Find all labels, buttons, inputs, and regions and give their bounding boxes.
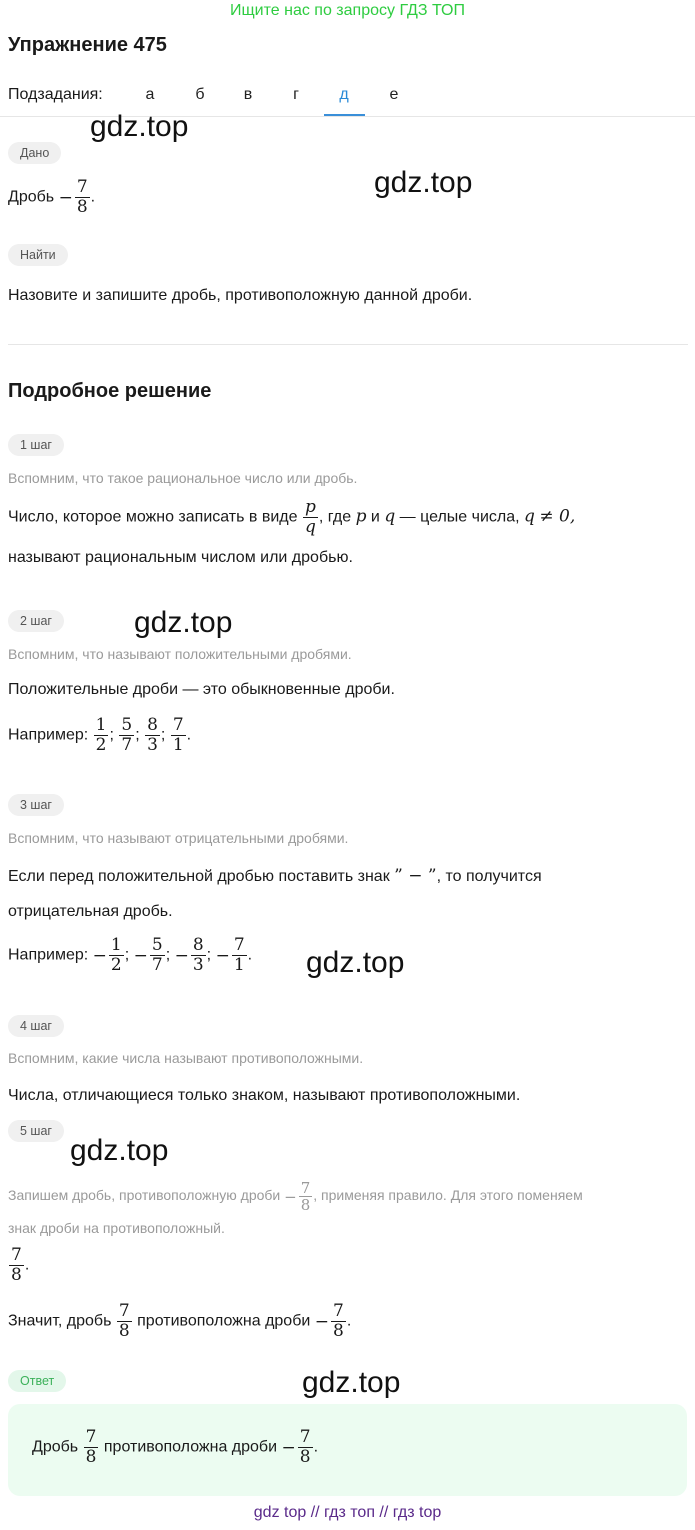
footer-links[interactable]: gdz top // гдз топ // гдз top — [253, 1504, 442, 1521]
top-banner: Ищите нас по запросу ГДЗ ТОП — [230, 2, 465, 19]
step3-badge: 3 шаг — [8, 794, 64, 816]
page-title: Упражнение 475 — [8, 34, 167, 56]
tab-d[interactable]: д — [339, 86, 349, 103]
step2-example: Например: $\frac{1}{2}$ ; $\frac{5}{7}$ ; $\frac{8}{3}$ ; $\frac{7}{1}$ . — [8, 715, 192, 755]
step2-hint: Вспомним, что называют положительными дробями. — [8, 646, 352, 662]
step5-conclusion: Значит, дробь $\frac{7}{8}$ противоположна дроби − $\frac{7}{8}$ . — [8, 1301, 352, 1341]
watermark: gdz.top — [306, 946, 405, 979]
subtasks-label: Подзадания: — [8, 86, 103, 103]
solution-title: Подробное решение — [8, 380, 212, 402]
step1-hint: Вспомним, что такое рациональное число или дробь. — [8, 470, 358, 486]
tab-b[interactable]: б — [195, 86, 205, 103]
step2-text1: Положительные дроби — это обыкновенные дроби. — [8, 681, 395, 698]
step4-text1: Числа, отличающиеся только знаком, называют противоположными. — [8, 1087, 521, 1104]
given-badge: Дано — [8, 142, 61, 164]
tab-v[interactable]: в — [243, 86, 253, 103]
watermark: gdz.top — [302, 1366, 401, 1399]
answer-badge: Ответ — [8, 1370, 66, 1392]
step5-hint1: Запишем дробь, противоположную дроби − $\frac{7}{8}$ , применяя правило. Для этого поменяем — [8, 1179, 583, 1214]
step1-text1: Число, которое можно записать в виде $\frac{p}{q}$ , где p и q — целые числа, q ≠ 0, — [8, 497, 576, 537]
answer-text: Дробь $\frac{7}{8}$ противоположна дроби − $\frac{7}{8}$ . — [32, 1427, 319, 1467]
step5-hint2: знак дроби на противоположный. — [8, 1220, 225, 1236]
step1-badge: 1 шаг — [8, 434, 64, 456]
step3-example: Например: − $\frac{1}{2}$ ; − $\frac{5}{7}$ ; − $\frac{8}{3}$ ; − $\frac{7}{1}$ . — [8, 935, 253, 975]
step1-text2: называют рациональным числом или дробью. — [8, 549, 353, 566]
watermark: gdz.top — [134, 606, 233, 639]
tab-a[interactable]: а — [145, 86, 155, 103]
tab-e[interactable]: е — [389, 86, 399, 103]
step3-text2: отрицательная дробь. — [8, 903, 173, 920]
section-divider — [8, 344, 688, 345]
given-text: Дробь − $\frac{7}{8}$ . — [8, 177, 96, 217]
find-badge: Найти — [8, 244, 68, 266]
tab-g[interactable]: г — [293, 86, 299, 103]
step3-text1: Если перед положительной дробью поставить знак ” − ”, то получится — [8, 866, 542, 886]
step5-badge: 5 шаг — [8, 1120, 64, 1142]
step3-hint: Вспомним, что называют отрицательными дробями. — [8, 830, 349, 846]
find-text: Назовите и запишите дробь, противоположную данной дроби. — [8, 287, 473, 304]
watermark: gdz.top — [70, 1134, 169, 1167]
step5-result: $\frac{7}{8}$ . — [11, 1245, 30, 1285]
step4-badge: 4 шаг — [8, 1015, 64, 1037]
watermark: gdz.top — [374, 166, 473, 199]
step4-hint: Вспомним, какие числа называют противоположными. — [8, 1050, 364, 1066]
watermark: gdz.top — [90, 110, 189, 143]
step2-badge: 2 шаг — [8, 610, 64, 632]
